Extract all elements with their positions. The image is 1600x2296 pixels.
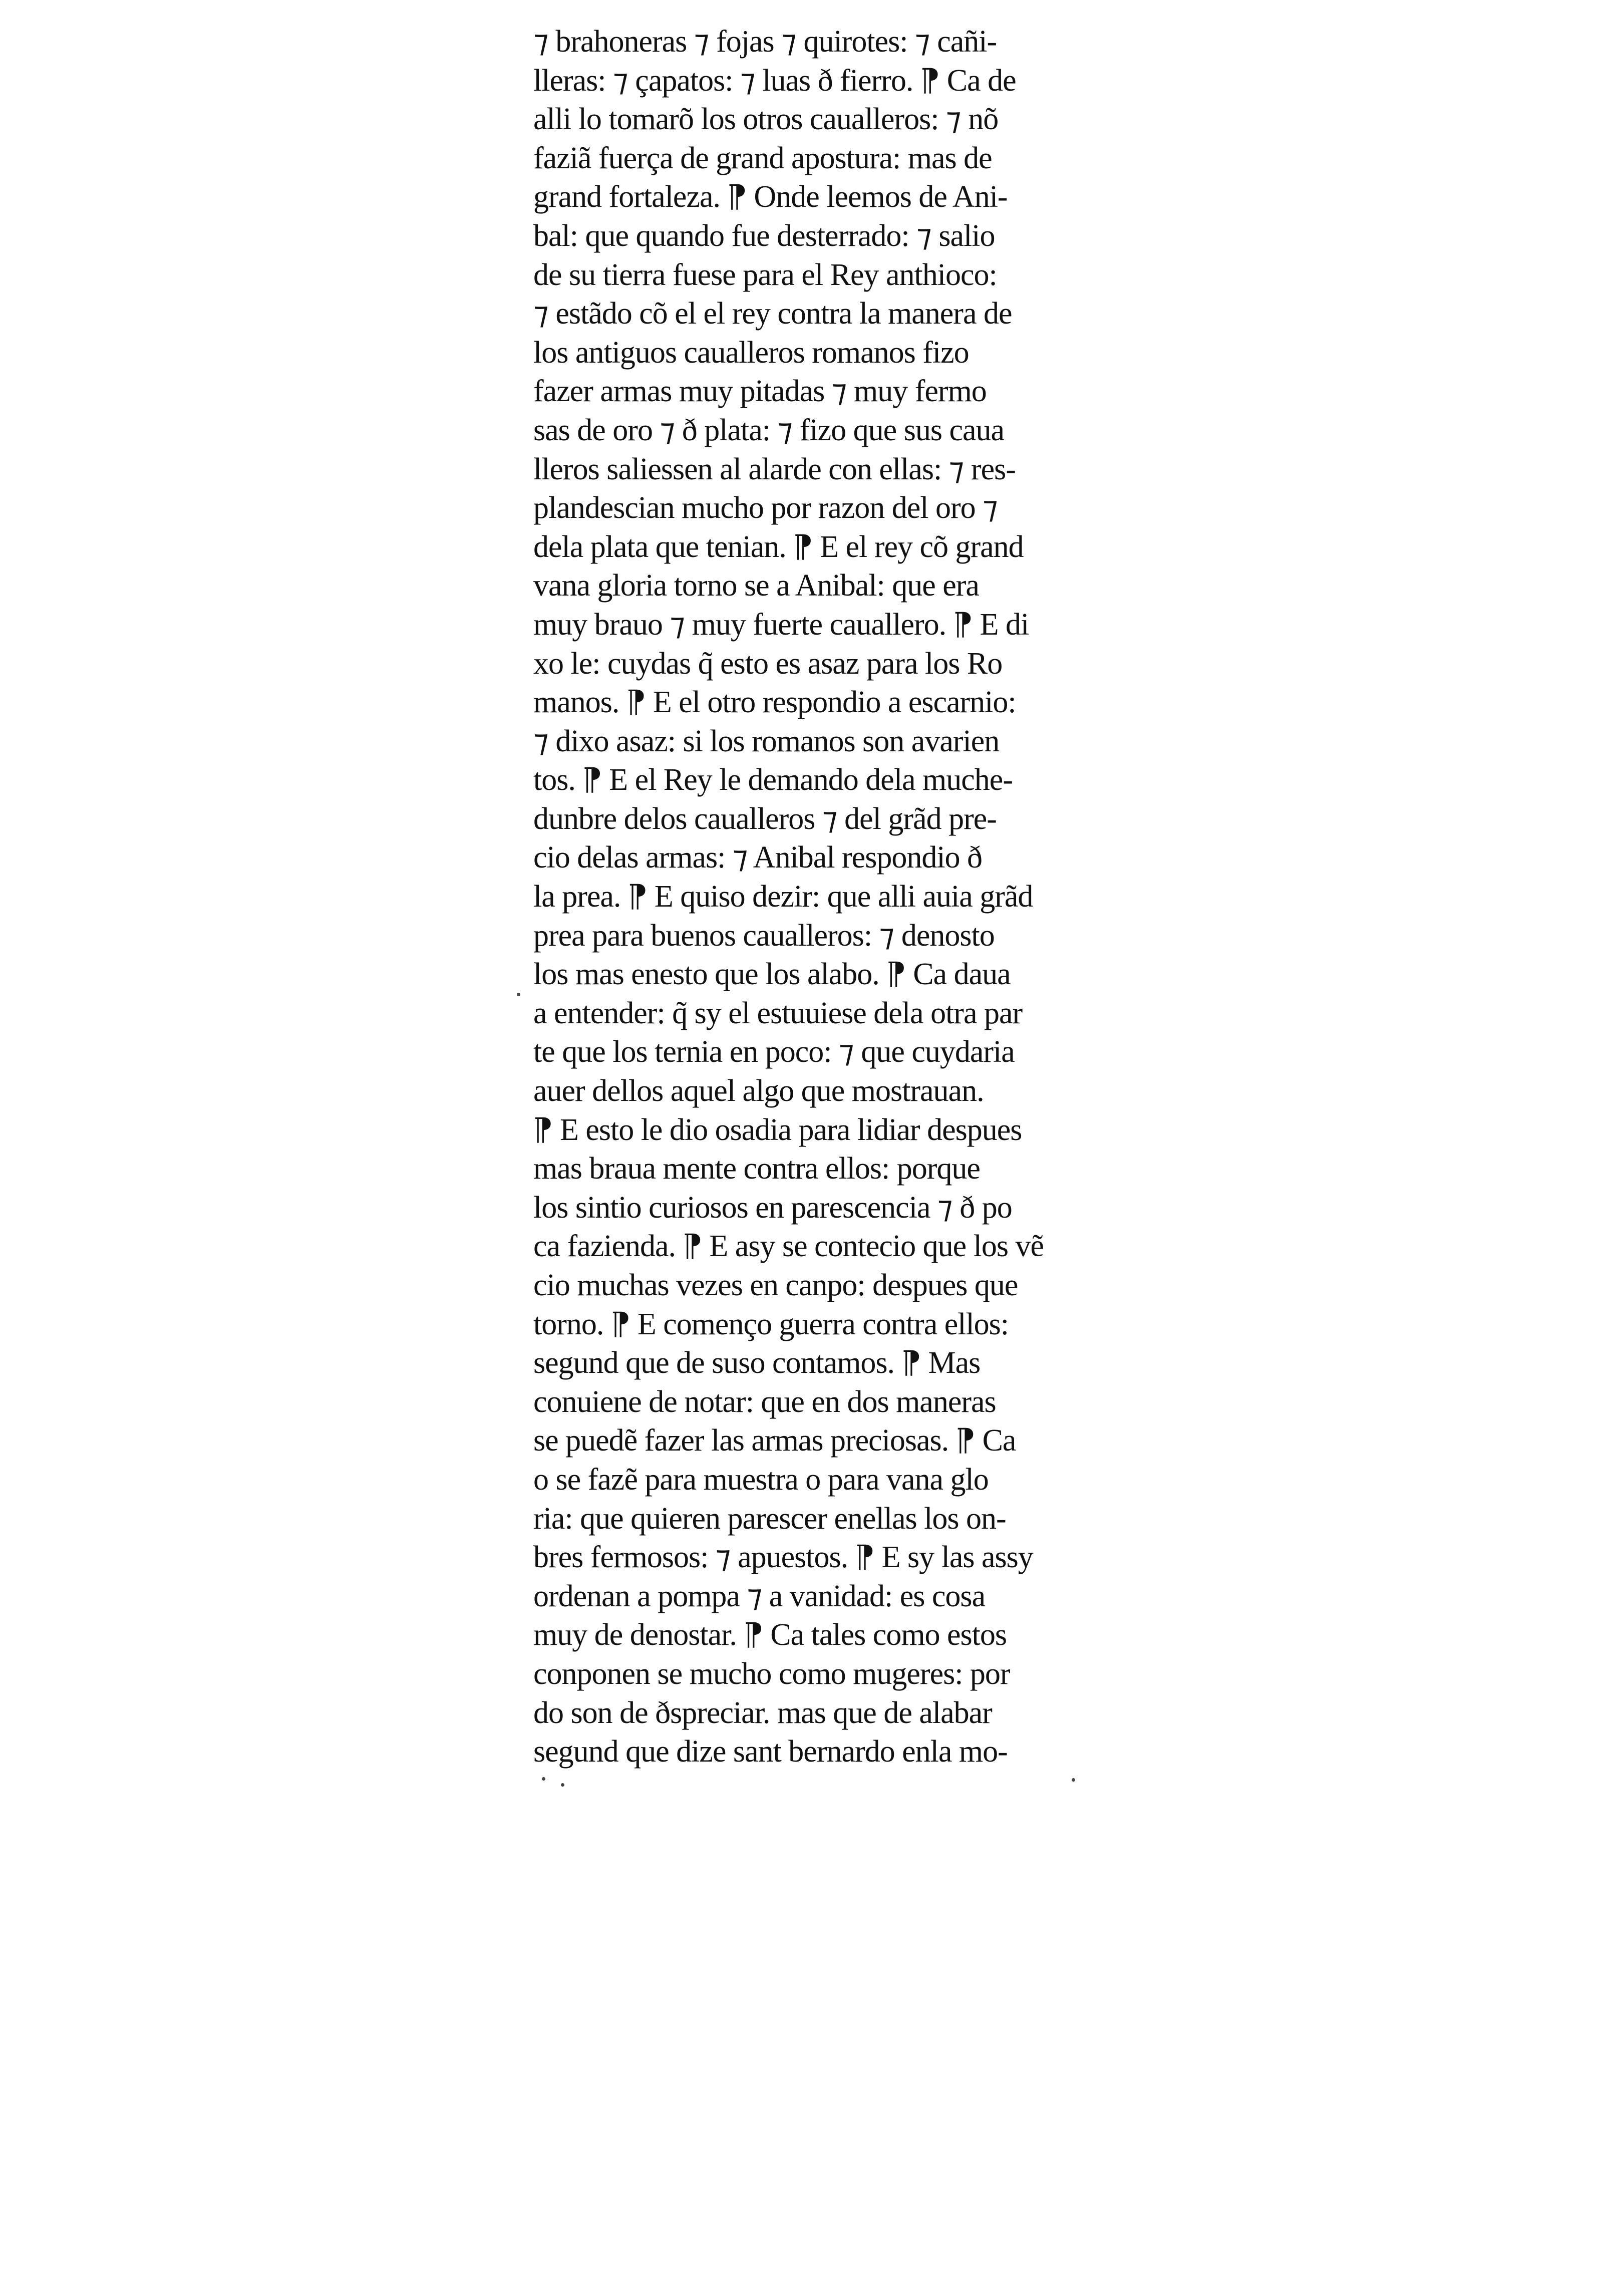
- text-line: faziã fuerça de grand apostura: mas de: [533, 141, 992, 175]
- text-line: cio muchas vezes en canpo: despues que: [533, 1268, 1018, 1302]
- text-line: conuiene de notar: que en dos maneras: [533, 1384, 996, 1419]
- text-column: [533, 23, 1119, 1772]
- text-line: sas de oro ⁊ ð plata: ⁊ fizo que sus caua: [533, 413, 1005, 447]
- ink-speck: [542, 1777, 545, 1781]
- text-line: los sintio curiosos en parescencia ⁊ ð po: [533, 1190, 1012, 1225]
- text-line: xo le: cuydas q̃ esto es asaz para los Ro: [533, 646, 1003, 681]
- text-line: vana gloria torno se a Anibal: que era: [533, 568, 979, 603]
- text-line: cio delas armas: ⁊ Anibal respondio ð: [533, 840, 983, 875]
- text-line: lleros saliessen al alarde con ellas: ⁊ res-: [533, 452, 1016, 486]
- ink-speck: [517, 993, 520, 996]
- text-line: fazer armas muy pitadas ⁊ muy fermo: [533, 374, 987, 409]
- text-line: plandescian mucho por razon del oro ⁊: [533, 491, 998, 525]
- text-line: ⁊ dixo asaz: si los romanos son avarien: [533, 724, 1000, 758]
- text-line: alli lo tomarõ los otros caualleros: ⁊ nõ: [533, 102, 999, 137]
- text-line: los mas enesto que los alabo. ⁋ Ca daua: [533, 957, 1011, 992]
- text-line: prea para buenos caualleros: ⁊ denosto: [533, 918, 995, 953]
- text-line: bres fermosos: ⁊ apuestos. ⁋ E sy las assy: [533, 1540, 1033, 1575]
- text-line: conponen se mucho como mugeres: por: [533, 1656, 1010, 1691]
- text-line: los antiguos caualleros romanos fizo: [533, 335, 969, 370]
- text-line: dunbre delos caualleros ⁊ del grãd pre-: [533, 801, 997, 836]
- text-line: segund que de suso contamos. ⁋ Mas: [533, 1346, 981, 1380]
- ink-speck: [1072, 1778, 1075, 1782]
- text-line: te que los ternia en poco: ⁊ que cuydaria: [533, 1035, 1015, 1069]
- text-line: bal: que quando fue desterrado: ⁊ salio: [533, 218, 995, 253]
- text-line: la prea. ⁋ E quiso dezir: que alli auia grãd: [533, 880, 1033, 914]
- text-line: ordenan a pompa ⁊ a vanidad: es cosa: [533, 1579, 986, 1613]
- text-line: tos. ⁋ E el Rey le demando dela muche-: [533, 763, 1013, 797]
- text-line: grand fortaleza. ⁋ Onde leemos de Ani-: [533, 180, 1008, 214]
- text-line: ria: que quieren parescer enellas los on-: [533, 1501, 1006, 1536]
- text-line: dela plata que tenian. ⁋ E el rey cõ grand: [533, 529, 1024, 564]
- text-line: lleras: ⁊ çapatos: ⁊ luas ð fierro. ⁋ Ca de: [533, 63, 1016, 98]
- ink-speck: [561, 1783, 564, 1787]
- text-line: muy de denostar. ⁋ Ca tales como estos: [533, 1618, 1007, 1652]
- text-line: mas braua mente contra ellos: porque: [533, 1152, 980, 1186]
- text-line: segund que dize sant bernardo enla mo-: [533, 1735, 1008, 1769]
- text-line: auer dellos aquel algo que mostrauan.: [533, 1074, 984, 1108]
- text-line: ca fazienda. ⁋ E asy se contecio que los vẽ: [533, 1229, 1044, 1264]
- text-line: muy brauo ⁊ muy fuerte cauallero. ⁋ E di: [533, 607, 1029, 642]
- text-line: ⁊ brahoneras ⁊ fojas ⁊ quirotes: ⁊ cañi-: [533, 25, 997, 59]
- text-line: ⁋ E esto le dio osadia para lidiar despues: [533, 1112, 1022, 1147]
- text-line: ⁊ estãdo cõ el el rey contra la manera de: [533, 297, 1012, 331]
- text-line: manos. ⁋ E el otro respondio a escarnio:: [533, 685, 1016, 720]
- text-line: de su tierra fuese para el Rey anthioco:: [533, 257, 997, 292]
- text-line: o se fazẽ para muestra o para vana glo: [533, 1462, 989, 1497]
- text-line: se puedẽ fazer las armas preciosas. ⁋ Ca: [533, 1423, 1016, 1458]
- text-line: a entender: q̃ sy el estuuiese dela otra par: [533, 996, 1023, 1030]
- text-line: torno. ⁋ E començo guerra contra ellos:: [533, 1307, 1009, 1341]
- text-line: do son de ðspreciar. mas que de alabar: [533, 1695, 992, 1730]
